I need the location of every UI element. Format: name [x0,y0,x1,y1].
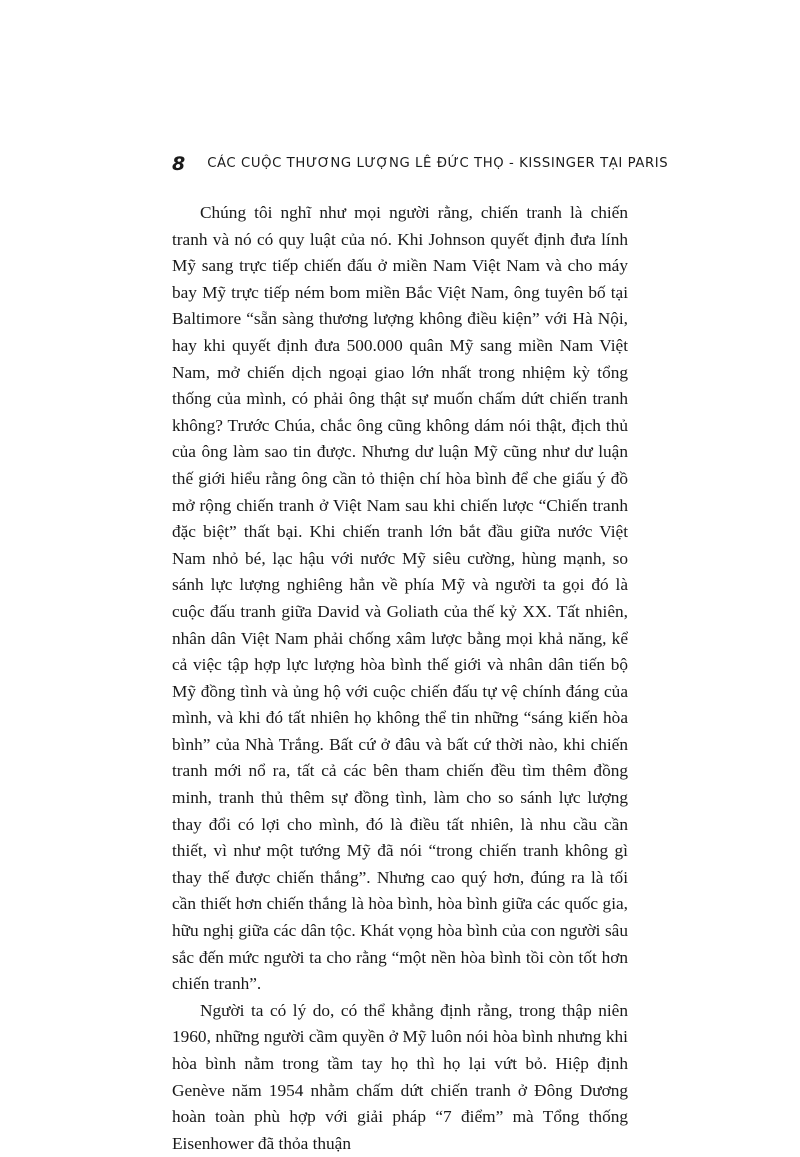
page-number: 8 [172,153,186,175]
paragraph: Người ta có lý do, có thể khẳng định rằng, trong thập niên 1960, những người cầm quyền ở Mỹ luôn nói hòa bình nhưng khi hòa bình nằm trong tầm tay họ thì họ lại vứt bỏ. Hiệp định Genève năm 1954 nhằm chấm dứt chiến tranh ở Đông Dương hoàn toàn phù hợp với giải pháp “7 điểm” mà Tổng thống Eisenhower đã thỏa thuận [172,1000,628,1153]
body-text [172,200,628,1157]
running-header-title: CÁC CUỘC THƯƠNG LƯỢNG LÊ ĐỨC THỌ - KISSINGER TẠI PARIS [207,156,669,171]
running-header [172,151,669,177]
paragraph: Chúng tôi nghĩ như mọi người rằng, chiến tranh là chiến tranh và nó có quy luật của nó. Khi Johnson quyết định đưa lính Mỹ sang trực tiếp chiến đấu ở miền Nam Việt Nam và cho máy bay Mỹ trực tiếp ném bom miền Bắc Việt Nam, ông tuyên bố tại Baltimore “sẵn sàng thương lượng không điều kiện” với Hà Nội, hay khi quyết định đưa 500.000 quân Mỹ sang miền Nam Việt Nam, mở chiến dịch ngoại giao lớn nhất trong nhiệm kỳ tổng thống của mình, có phải ông thật sự muốn chấm dứt chiến tranh không? Trước Chúa, chắc ông cũng không dám nói thật, địch thủ của ông làm sao tin được. Nhưng dư luận Mỹ cũng như dư luận thế giới hiểu rằng ông cần tỏ thiện chí hòa bình để che giấu ý đồ mở rộng chiến tranh ở Việt Nam sau khi chiến lược “Chiến tranh đặc biệt” thất bại. Khi chiến tranh lớn bắt đầu giữa nước Việt Nam nhỏ bé, lạc hậu với nước Mỹ siêu cường, hùng mạnh, so sánh lực lượng nghiêng hẳn về phía Mỹ và người ta gọi đó là cuộc đấu tranh giữa David và Goliath của thế kỷ XX. Tất nhiên, nhân dân Việt Nam phải chống xâm lược bằng mọi khả năng, kể cả việc tập hợp lực lượng hòa bình thế giới và nhân dân tiến bộ Mỹ đồng tình và ủng hộ với cuộc chiến đấu tự vệ chính đáng của mình, và khi đó tất nhiên họ không thể tin những “sáng kiến hòa bình” của Nhà Trắng. Bất cứ ở đâu và bất cứ thời nào, khi chiến tranh mới nổ ra, tất cả các bên tham chiến đều tìm thêm đồng minh, tranh thủ thêm sự đồng tình, làm cho so sánh lực lượng thay đổi có lợi cho mình, đó là điều tất nhiên, là nhu cầu cần thiết, vì như một tướng Mỹ đã nói “trong chiến tranh không gì thay thế được chiến thắng”. Nhưng cao quý hơn, đúng ra là tối cần thiết hơn chiến thắng là hòa bình, hòa bình giữa các quốc gia, hữu nghị giữa các dân tộc. Khát vọng hòa bình của con người sâu sắc đến mức người ta cho rằng “một nền hòa bình tồi còn tốt hơn chiến tranh”. [172,203,628,994]
